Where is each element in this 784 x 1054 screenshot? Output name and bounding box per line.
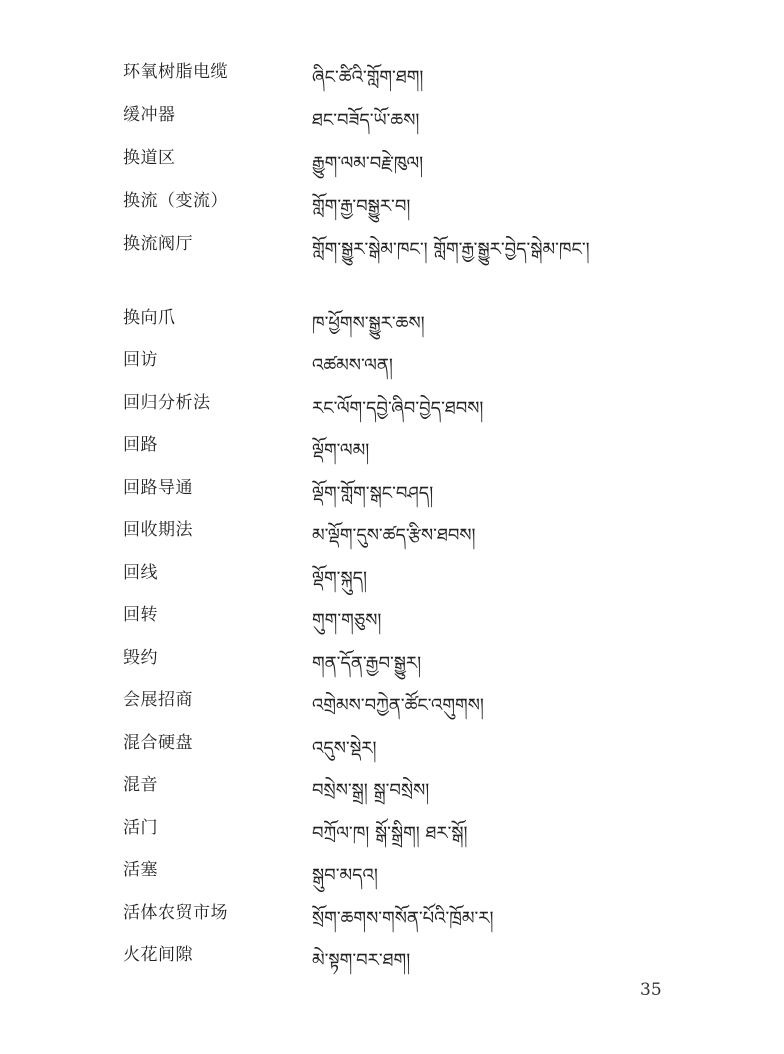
- tibetan-term: ལྡོག་ལམ།: [312, 440, 370, 461]
- chinese-term: 回收期法: [123, 520, 193, 540]
- tibetan-term: རྒྱུག་ལམ་བརྗེ་ཁུལ།: [312, 153, 424, 174]
- chinese-term: 毁约: [123, 648, 158, 668]
- tibetan-term: ཞིང་ཚིའི་གློག་ཐག།: [312, 67, 424, 88]
- tibetan-term: ལྡོག་སྐུད།: [312, 568, 368, 589]
- tibetan-term: མ་ལྡོག་དུས་ཚད་རྩིས་ཐབས།: [312, 525, 476, 546]
- chinese-term: 回转: [123, 605, 158, 625]
- chinese-term: 混合硬盘: [123, 733, 193, 753]
- tibetan-term: གུག་གཅུས།: [312, 610, 382, 631]
- page-number: 35: [640, 980, 662, 1000]
- tibetan-term: མེ་སྟག་བར་ཐག།: [312, 950, 411, 971]
- tibetan-term: ལྡོག་གློག་སྒང་བཤད།: [312, 483, 434, 504]
- tibetan-term: གློག་རྒྱ་བསྒྱུར་བ།: [312, 196, 411, 217]
- chinese-term: 活门: [123, 818, 158, 838]
- chinese-term: 会展招商: [123, 690, 193, 710]
- tibetan-term: སྲོག་ཆགས་གསོན་པོའི་ཁྲོམ་ར།: [312, 908, 494, 929]
- chinese-term: 换向爪: [123, 308, 176, 328]
- tibetan-term: ཐང་བཟོད་ཡོ་ཆས།: [312, 110, 420, 131]
- chinese-term: 换流（变流）: [123, 191, 228, 211]
- chinese-term: 回路导通: [123, 478, 193, 498]
- tibetan-term: ཁ་ཕྱོགས་སྒྱུར་ཆས།: [312, 313, 425, 334]
- chinese-term: 回访: [123, 350, 158, 370]
- chinese-term: 活体农贸市场: [123, 903, 228, 923]
- chinese-term: 回线: [123, 563, 158, 583]
- chinese-term: 环氧树脂电缆: [123, 62, 228, 82]
- tibetan-term: གློག་སྒྱུར་སྒེམ་ཁང་། གློག་རྒྱ་སྒྱུར་བྱེད་སྒེམ་ཁང་།: [312, 239, 590, 260]
- tibetan-term: འཚམས་ལན།: [312, 355, 393, 376]
- chinese-term: 火花间隙: [123, 945, 193, 965]
- chinese-term: 换道区: [123, 148, 176, 168]
- chinese-term: 缓冲器: [123, 105, 176, 125]
- tibetan-term: རང་ལོག་དབྱེ་ཞིབ་བྱེད་ཐབས།: [312, 398, 484, 419]
- tibetan-term: བཀྲོལ་ཁ། སྒོ་སྒྲིག། ཐར་སྒོ།: [312, 823, 468, 844]
- chinese-term: 回归分析法: [123, 393, 211, 413]
- chinese-term: 活塞: [123, 860, 158, 880]
- tibetan-term: གན་དོན་རྒྱབ་སྒྱུར།: [312, 653, 422, 674]
- tibetan-term: བསྲེས་སྒྲ། སྒྲ་བསྲེས།: [312, 780, 430, 801]
- chinese-term: 回路: [123, 435, 158, 455]
- chinese-term: 换流阀厅: [123, 234, 193, 254]
- tibetan-term: འགྲེམས་བཀྱེན་ཚོང་འགུགས།: [312, 695, 484, 716]
- tibetan-term: སྒུབ་མདའ།: [312, 865, 378, 886]
- tibetan-term: འདུས་སྡེར།: [312, 738, 377, 759]
- chinese-term: 混音: [123, 775, 158, 795]
